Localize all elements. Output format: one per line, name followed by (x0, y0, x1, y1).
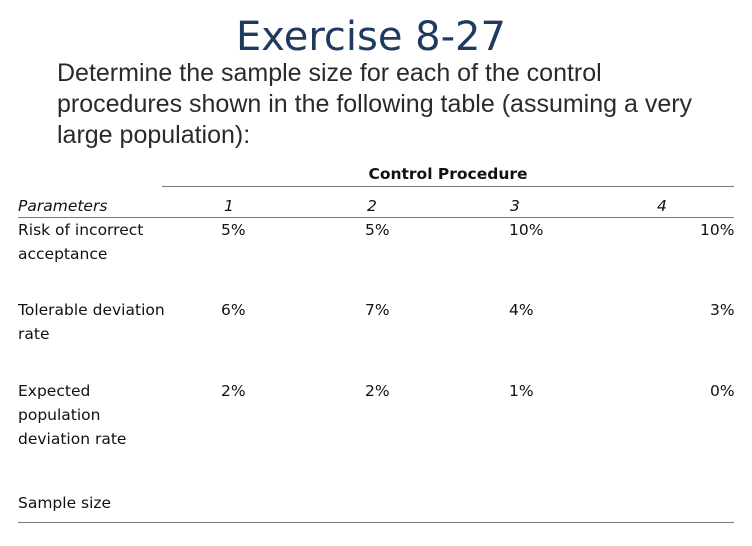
table-bottom-rule (18, 522, 734, 523)
column-header-1: 1 (224, 197, 234, 215)
parameters-header: Parameters (18, 197, 108, 215)
cell-tolerable-1: 6% (221, 301, 246, 319)
cell-tolerable-4: 3% (710, 301, 735, 319)
cell-risk-3: 10% (509, 221, 544, 239)
cell-tolerable-3: 4% (509, 301, 534, 319)
cell-risk-4: 10% (700, 221, 735, 239)
column-header-4: 4 (657, 197, 667, 215)
cell-expected-4: 0% (710, 382, 735, 400)
cell-expected-1: 2% (221, 382, 246, 400)
cell-tolerable-2: 7% (365, 301, 390, 319)
column-header-3: 3 (510, 197, 520, 215)
header-rule (162, 186, 734, 187)
row-label-expected: Expected population deviation rate (18, 382, 127, 448)
control-procedure-header: Control Procedure (368, 165, 528, 183)
cell-risk-2: 5% (365, 221, 390, 239)
cell-expected-3: 1% (509, 382, 534, 400)
cell-expected-2: 2% (365, 382, 390, 400)
exercise-prompt: Determine the sample size for each of the control procedures shown in the following table (assuming a very large population): (57, 59, 693, 149)
row-label-sample-size: Sample size (18, 494, 112, 512)
cell-risk-1: 5% (221, 221, 246, 239)
row-label-tolerable: Tolerable deviation rate (18, 301, 165, 343)
column-header-2: 2 (367, 197, 377, 215)
row-label-risk: Risk of incorrect acceptance (18, 221, 144, 263)
slide-title: Exercise 8-27 (236, 14, 506, 60)
